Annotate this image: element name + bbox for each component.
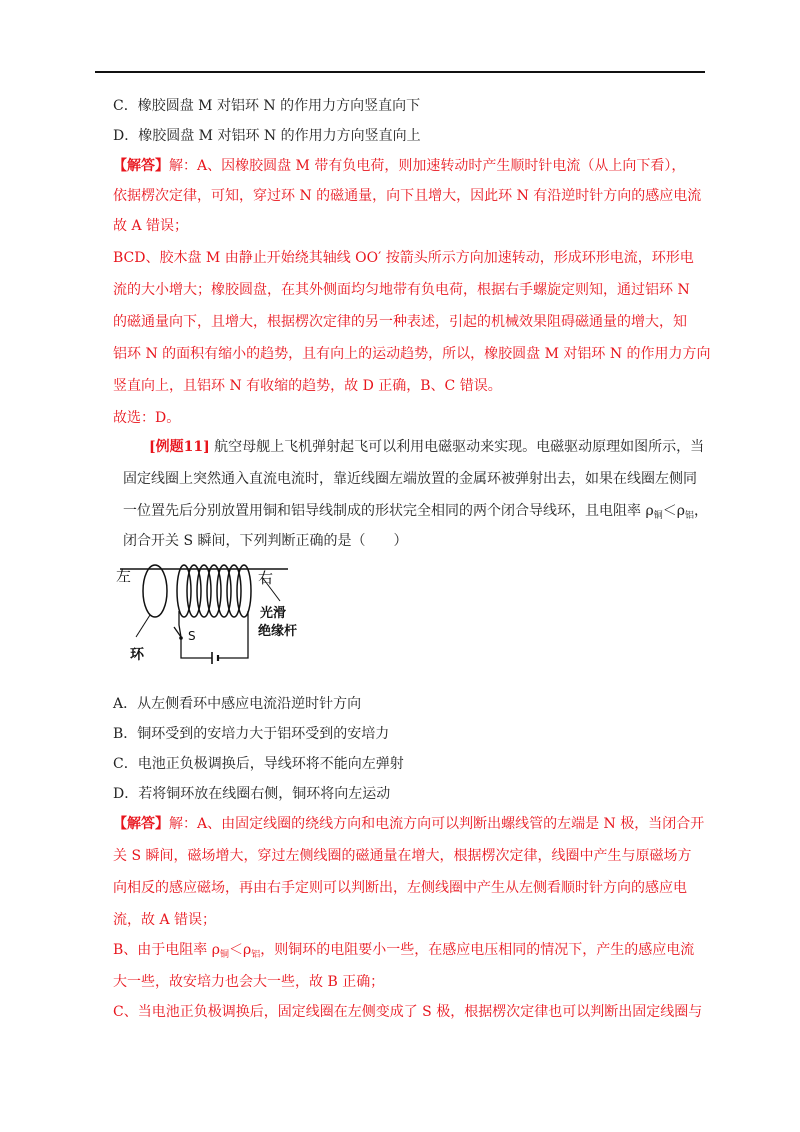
example-tag: [例题11] bbox=[149, 439, 210, 455]
solenoid-coil bbox=[177, 565, 251, 617]
answer2-line3: 向相反的感应磁场，再由右手定则可以判断出，左侧线圈中产生从左侧看顺时针方向的感应电 bbox=[113, 880, 687, 896]
circuit-wire-right bbox=[218, 611, 248, 658]
label-switch: S bbox=[188, 629, 196, 643]
label-right: 右 bbox=[258, 569, 274, 587]
answer2-line1: 【解答】解：A、由固定线圈的绕线方向和电流方向可以判断出螺线管的左端是 N 极，当闭合开 bbox=[113, 816, 705, 832]
option-d: D．若将铜环放在线圈右侧，铜环将向左运动 bbox=[113, 786, 391, 802]
metal-ring bbox=[143, 565, 167, 617]
answer1-line5: 流的大小增大；橡胶圆盘，在其外侧面均匀地带有负电荷，根据右手螺旋定则知，通过铝环 N bbox=[113, 282, 690, 298]
label-ring: 环 bbox=[130, 647, 144, 663]
answer2-line2: 关 S 瞬间，磁场增大，穿过左侧线圈的磁通量在增大，根据楞次定律，线圈中产生与原磁场方 bbox=[113, 848, 692, 864]
answer1-line4: BCD、胶木盘 M 由静止开始绕其轴线 OO′ 按箭头所示方向加速转动，形成环形电流，环形电 bbox=[113, 250, 694, 266]
circuit-wire-left bbox=[181, 639, 212, 658]
option-d-prev: D．橡胶圆盘 M 对铝环 N 的作用力方向竖直向上 bbox=[113, 128, 421, 144]
option-a: A．从左侧看环中感应电流沿逆时针方向 bbox=[113, 696, 362, 712]
example-line1: [例题11] 航空母舰上飞机弹射起飞可以利用电磁驱动来实现。电磁驱动原理如图所示，当 bbox=[149, 439, 705, 455]
option-c: C．电池正负极调换后，导线环将不能向左弹射 bbox=[113, 756, 404, 772]
option-b: B．铜环受到的安培力大于铝环受到的安培力 bbox=[113, 726, 390, 742]
answer1-line2: 依据楞次定律，可知，穿过环 N 的磁通量，向下且增大，因此环 N 有沿逆时针方向的感应电流 bbox=[113, 188, 702, 204]
answer1-line6: 的磁通量向下，且增大，根据楞次定律的另一种表述，引起的机械效果阻碍磁通量的增大，知 bbox=[113, 314, 687, 330]
answer2-line4: 流，故 A 错误； bbox=[113, 912, 217, 928]
example-line2: 固定线圈上突然通入直流电流时，靠近线圈左端放置的金属环被弹射出去，如果在线圈左侧同 bbox=[123, 471, 697, 487]
example-line3: 一位置先后分别放置用铜和铝导线制成的形状完全相同的两个闭合导线环，且电阻率 $\rho_铜<\rho_铝$， bbox=[123, 503, 708, 521]
option-c-prev: C．橡胶圆盘 M 对铝环 N 的作用力方向竖直向下 bbox=[113, 98, 421, 114]
ring-pointer bbox=[136, 615, 150, 637]
answer2-tag: 【解答】 bbox=[113, 816, 169, 832]
answer-tag: 【解答】 bbox=[113, 158, 169, 174]
answer1-line8: 竖直向上，且铝环 N 有收缩的趋势，故 D 正确，B、C 错误。 bbox=[113, 378, 502, 394]
answer2-line7: C、当电池正负极调换后，固定线圈在左侧变成了 S 极，根据楞次定律也可以判断出固定线圈与 bbox=[113, 1004, 703, 1020]
answer2-line5: B、由于电阻率 $\rho_铜<\rho_铝$，则铜环的电阻要小一些，在感应电压相同的情况下，产生的感应电流 bbox=[113, 942, 695, 960]
label-insulated-rod: 绝缘杆 bbox=[258, 624, 298, 639]
solenoid-diagram bbox=[108, 555, 308, 675]
answer1-choice: 故选：D。 bbox=[113, 410, 181, 426]
label-left: 左 bbox=[116, 567, 132, 585]
header-rule bbox=[95, 71, 705, 73]
answer1-line7: 铝环 N 的面积有缩小的趋势，且有向上的运动趋势，所以，橡胶圆盘 M 对铝环 N 的作用力方向 bbox=[113, 346, 711, 362]
example-line4: 闭合开关 S 瞬间，下列判断正确的是（ ） bbox=[123, 533, 408, 549]
answer1-line3: 故 A 错误； bbox=[113, 218, 189, 234]
label-smooth: 光滑 bbox=[260, 606, 287, 621]
answer1-line1: 【解答】解：A、因橡胶圆盘 M 带有负电荷，则加速转动时产生顺时针电流（从上向下看）， bbox=[113, 158, 686, 174]
answer2-line6: 大一些，故安培力也会大一些，故 B 正确； bbox=[113, 974, 385, 990]
